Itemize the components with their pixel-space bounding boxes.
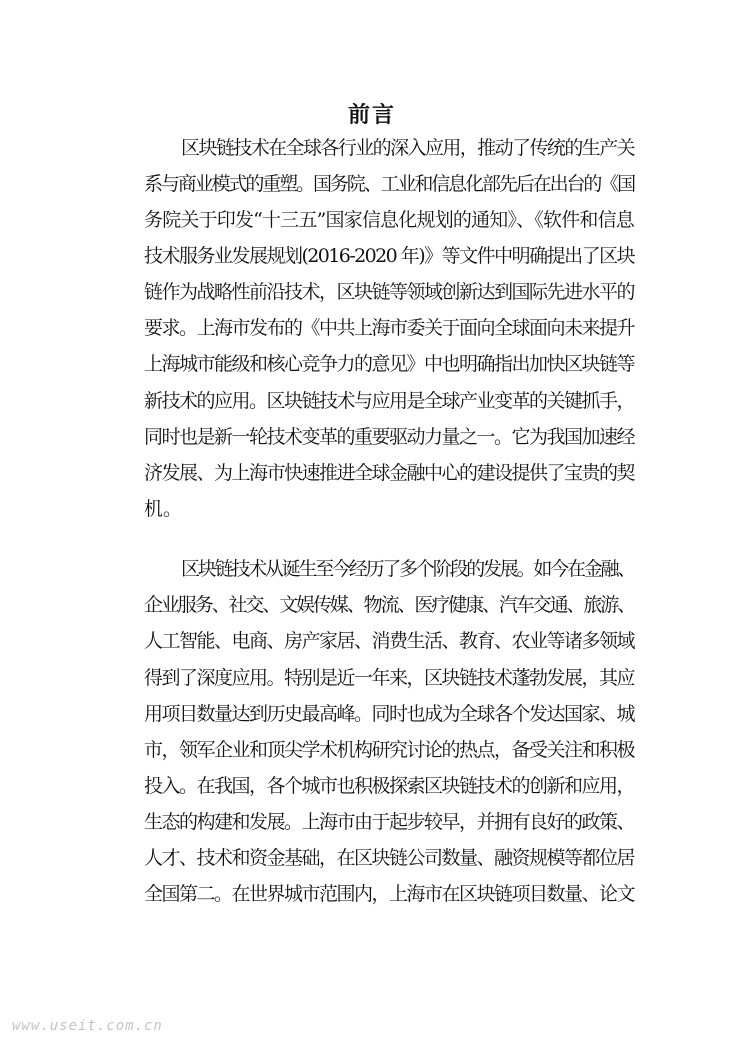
- paragraph-2-line: 人才、技术和资金基础，在区块链公司数量、融资规模等都位居: [144, 847, 634, 869]
- paragraph-2-line: 区块链技术从诞生至今经历了多个阶段的发展。如今在金融、: [181, 558, 634, 580]
- paragraph-1-line: 区块链技术在全球各行业的深入应用，推动了传统的生产关: [181, 137, 634, 159]
- paragraph-2-line: 生态的构建和发展。上海市由于起步较早，并拥有良好的政策、: [144, 811, 634, 833]
- paragraph-2-line: 得到了深度应用。特别是近一年来，区块链技术蓬勃发展，其应: [144, 667, 634, 689]
- paragraph-1-line: 机。: [144, 498, 183, 520]
- paragraph-2-line: 全国第二。在世界城市范围内，上海市在区块链项目数量、论文: [144, 883, 634, 905]
- paragraph-1-line: 要求。上海市发布的《中共上海市委关于面向全球面向未来提升: [144, 317, 634, 339]
- paragraph-1-line: 技术服务业发展规划(2016-2020 年)》等文件中明确提出了区块: [144, 245, 634, 267]
- paragraph-2-line: 企业服务、社交、文娱传媒、物流、医疗健康、汽车交通、旅游、: [144, 594, 634, 616]
- paragraph-1-line: 新技术的应用。区块链技术与应用是全球产业变革的关键抓手，: [144, 390, 634, 412]
- paragraph-2-line: 投入。在我国，各个城市也积极探索区块链技术的创新和应用，: [144, 775, 634, 797]
- page-title: 前言: [347, 103, 396, 128]
- paragraph-1-line: 系与商业模式的重塑。国务院、工业和信息化部先后在出台的《国: [144, 173, 634, 195]
- paragraph-2-line: 用项目数量达到历史最高峰。同时也成为全球各个发达国家、城: [144, 703, 634, 725]
- paragraph-1-line: 务院关于印发“十三五”国家信息化规划的通知》、《软件和信息: [144, 209, 634, 231]
- paragraph-1-line: 济发展、为上海市快速推进全球金融中心的建设提供了宝贵的契: [144, 462, 634, 484]
- paragraph-1-line: 链作为战略性前沿技术，区块链等领域创新达到国际先进水平的: [144, 281, 634, 303]
- paragraph-1-line: 同时也是新一轮技术变革的重要驱动力量之一。它为我国加速经: [144, 426, 634, 448]
- paragraph-2-line: 市，领军企业和顶尖学术机构研究讨论的热点，备受关注和积极: [144, 739, 634, 761]
- paragraph-2-line: 人工智能、电商、房产家居、消费生活、教育、农业等诸多领域: [144, 630, 634, 652]
- site-watermark: www.useit.com.cn: [12, 1018, 163, 1034]
- paragraph-1-line: 上海城市能级和核心竞争力的意见》中也明确指出加快区块链等: [144, 353, 634, 375]
